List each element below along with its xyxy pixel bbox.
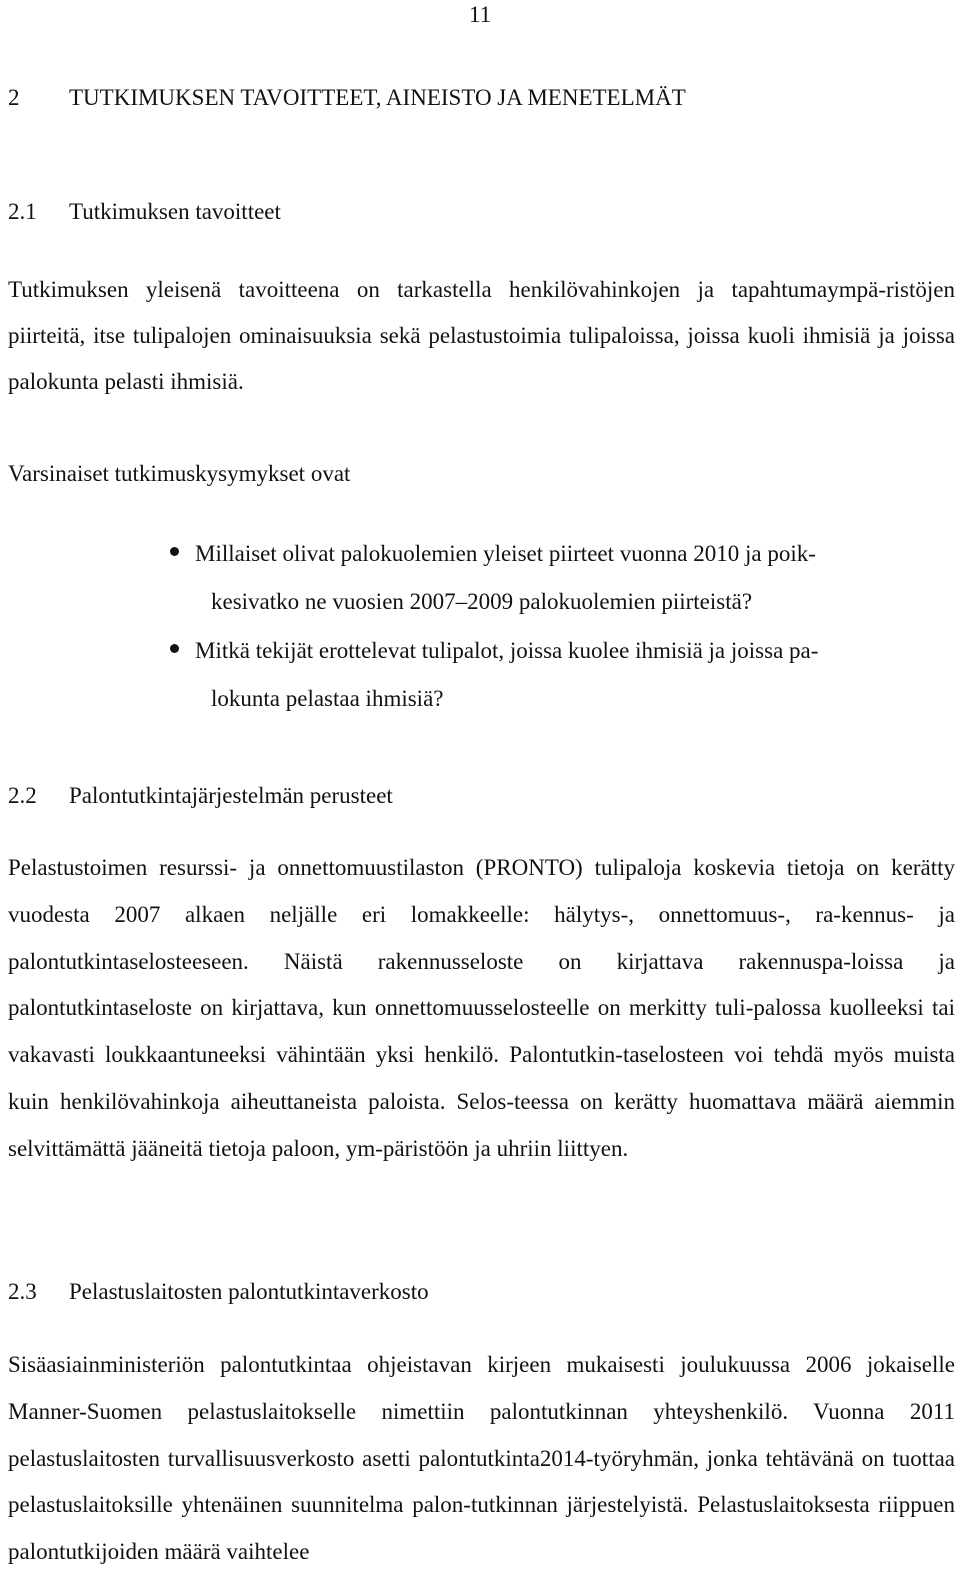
list-item-line: Millaiset olivat palokuolemien yleiset piirteet vuonna 2010 ja poik- <box>195 541 816 566</box>
section-title: Pelastuslaitosten palontutkintaverkosto <box>69 1279 429 1304</box>
paragraph: Tutkimuksen yleisenä tavoitteena on tarkastella henkilövahinkojen ja tapahtumaympä-ristöjen piirteitä, itse tulipalojen ominaisuuksia sekä pelastustoimia tulipaloissa, joissa kuoli ihmisiä ja joissa palokunta pelasti ihmisiä. <box>8 277 955 394</box>
bullet-icon <box>170 644 179 653</box>
paragraph: Pelastustoimen resurssi- ja onnettomuustilaston (PRONTO) tulipaloja koskevia tietoja on kerätty vuodesta 2007 alkaen neljälle eri lomakkeelle: hälytys-, onnettomuus-, ra-kennus- ja palontutkintaselosteeseen. Näistä rakennusseloste on kirjattava rakennuspa-loissa ja palontutkintaseloste on kirjattava, kun onnettomuusselosteelle on merkitty tuli-palossa kuolleeksi tai vakavasti loukkaantuneeksi vähintään yksi henkilö. Palontutkin-taselosteen voi tehdä myös muista kuin henkilövahinkoja aiheuttaneista paloista. Selos-teessa on kerätty huomattava määrä aiemmin selvittämättä jääneitä tietoja paloon, ym-päristöön ja uhriin liittyen. <box>8 855 955 1161</box>
page-number: 11 <box>469 2 492 27</box>
section-number: 2.2 <box>8 783 37 808</box>
chapter-heading <box>8 85 686 111</box>
bullet-icon <box>170 547 179 556</box>
section-heading-2-3 <box>8 1279 429 1305</box>
section-heading-2-1 <box>8 199 281 225</box>
section-number: 2.1 <box>8 199 37 224</box>
section-title: Tutkimuksen tavoitteet <box>69 199 281 224</box>
section-number: 2.3 <box>8 1279 37 1304</box>
list-item-line: kesivatko ne vuosien 2007–2009 palokuolemien piirteistä? <box>211 589 753 614</box>
list-item-line: lokunta pelastaa ihmisiä? <box>211 686 444 711</box>
paragraph: Varsinaiset tutkimuskysymykset ovat <box>8 461 351 486</box>
list-item-line: Mitkä tekijät erottelevat tulipalot, joissa kuolee ihmisiä ja joissa pa- <box>195 638 819 663</box>
section-heading-2-2 <box>8 783 393 809</box>
section-title: Palontutkintajärjestelmän perusteet <box>69 783 393 808</box>
chapter-title: TUTKIMUKSEN TAVOITTEET, AINEISTO JA MENETELMÄT <box>69 85 686 110</box>
paragraph: Sisäasiainministeriön palontutkintaa ohjeistavan kirjeen mukaisesti joulukuussa 2006 jokaiselle Manner-Suomen pelastuslaitokselle nimettiin palontutkinnan yhteyshenkilö. Vuonna 2011 pelastuslaitosten turvallisuusverkosto asetti palontutkinta2014-työryhmän, jonka tehtävänä on tuottaa pelastuslaitoksille yhtenäinen suunnitelma palon-tutkinnan järjestelyistä. Pelastuslaitoksesta riippuen palontutkijoiden määrä vaihtelee <box>8 1352 955 1565</box>
chapter-number: 2 <box>8 85 20 110</box>
